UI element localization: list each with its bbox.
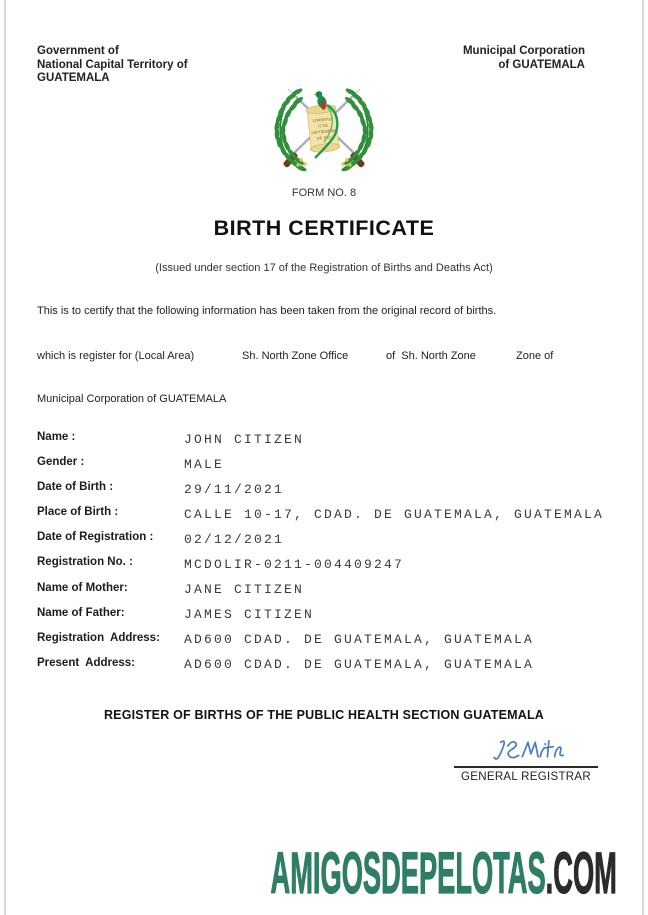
register-line — [0, 350, 648, 364]
field-row — [0, 632, 648, 657]
field-value: AD600 CDAD. DE GUATEMALA, GUATEMALA — [184, 657, 535, 673]
field-label: Place of Birth : — [37, 506, 119, 519]
register-of-births-heading: REGISTER OF BIRTHS OF THE PUBLIC HEALTH SECTION GUATEMALA — [103, 708, 545, 722]
field-label: Name : — [37, 431, 76, 443]
field-row — [0, 456, 648, 481]
signature-block — [454, 737, 598, 783]
motto-scroll — [306, 104, 341, 154]
registrar-signature — [492, 737, 564, 765]
field-row — [0, 556, 648, 581]
site-tld: .COM — [545, 841, 617, 906]
zone-of-label: Zone of — [516, 350, 554, 362]
field-row — [0, 531, 648, 556]
field-value: AD600 CDAD. DE GUATEMALA, GUATEMALA — [184, 632, 535, 648]
scroll-text-line: 15 DE — [317, 122, 329, 129]
field-label: Gender : — [37, 456, 85, 469]
field-value: JOHN CITIZEN — [184, 431, 305, 447]
certificate-fields — [0, 431, 648, 682]
registrar-title: GENERAL REGISTRAR — [461, 771, 591, 783]
municipal-header — [463, 45, 585, 72]
scroll-text-line: SEPTIEMBRE — [310, 127, 336, 136]
field-value: 29/11/2021 — [184, 481, 285, 497]
wreath-flowers — [296, 158, 351, 166]
field-value: 02/12/2021 — [184, 531, 285, 547]
municipal-corporation-line: Municipal Corporation of GUATEMALA — [37, 393, 227, 405]
field-label: Name of Father: — [37, 606, 125, 619]
field-row — [0, 582, 648, 607]
field-label: Registration Address: — [37, 631, 160, 644]
scroll-text-line: LIBERTAD — [312, 116, 332, 124]
field-row — [0, 431, 648, 456]
field-value: MALE — [184, 456, 225, 472]
municipal-header-line: Municipal Corporation — [462, 45, 585, 57]
register-line-label: which is register for (Local Area) — [37, 350, 195, 362]
certificate-subtitle: (Issued under section 17 of the Registration of Births and Deaths Act) — [155, 262, 493, 274]
scroll-text-line: DE 1821 — [316, 134, 332, 141]
field-value: JANE CITIZEN — [184, 582, 305, 598]
field-value: MCDOLIR-0211-004409247 — [184, 556, 405, 572]
field-value: CALLE 10-17, CDAD. DE GUATEMALA, GUATEMALA — [184, 506, 605, 522]
field-value: JAMES CITIZEN — [184, 607, 315, 623]
field-row — [0, 506, 648, 531]
zone-office-value: Sh. North Zone Office — [242, 350, 349, 362]
field-label: Name of Mother: — [37, 581, 128, 594]
field-label: Registration No. : — [37, 556, 133, 569]
site-watermark — [270, 841, 617, 906]
signature-line — [454, 766, 598, 768]
form-number: FORM NO. 8 — [291, 187, 357, 199]
government-header-line: Government of — [37, 45, 119, 57]
government-header — [37, 45, 188, 86]
government-header-line: GUATEMALA — [37, 72, 110, 84]
field-row — [0, 607, 648, 632]
field-label: Date of Registration : — [37, 531, 154, 544]
field-row — [0, 657, 648, 682]
certify-statement: This is to certify that the following information has been taken from the original record of births. — [37, 305, 497, 317]
site-brand: AMIGOSDEPELOTAS — [270, 841, 546, 906]
guatemala-coat-of-arms-icon — [264, 80, 384, 180]
government-header-line: National Capital Territory of — [37, 58, 188, 71]
municipal-header-line: of GUATEMALA — [498, 58, 585, 71]
field-row — [0, 481, 648, 506]
field-label: Present Address: — [37, 656, 135, 669]
zone-value: of Sh. North Zone — [386, 350, 476, 362]
field-label: Date of Birth : — [37, 481, 114, 494]
certificate-title: BIRTH CERTIFICATE — [213, 216, 435, 240]
